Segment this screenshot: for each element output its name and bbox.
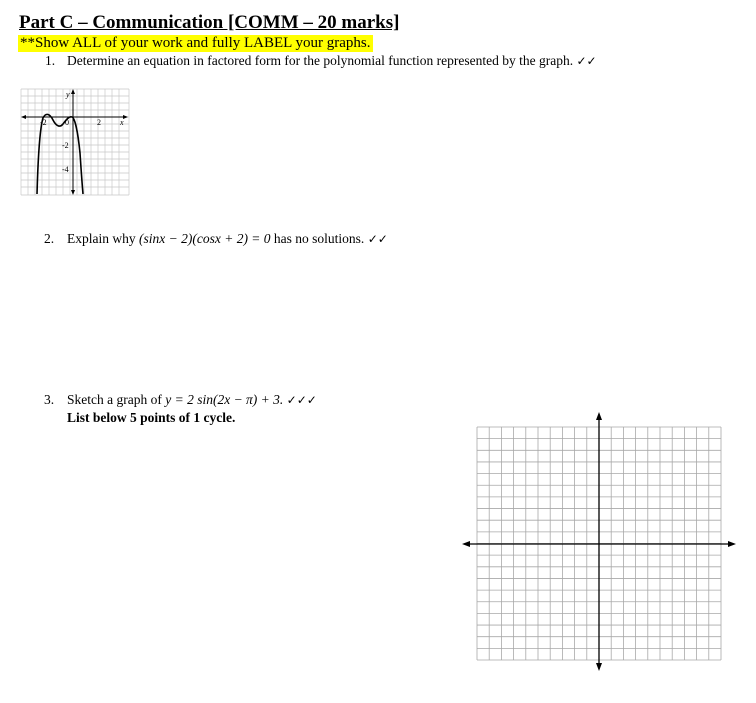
question-1-graph bbox=[20, 88, 130, 196]
graph-tick-label: 2 bbox=[97, 118, 101, 127]
instruction-banner: **Show ALL of your work and fully LABEL your graphs. bbox=[20, 35, 371, 51]
question-3-subtext: List below 5 points of 1 cycle. bbox=[67, 410, 236, 425]
question-1-prompt: Determine an equation in factored form for the polynomial function represented by the graph. bbox=[67, 53, 574, 68]
question-3-text bbox=[67, 392, 317, 408]
question-1-text bbox=[67, 53, 597, 69]
question-3-marks: ✓✓✓ bbox=[286, 393, 317, 407]
question-2-prompt-end: has no solutions. bbox=[270, 231, 365, 246]
question-2-marks: ✓✓ bbox=[367, 232, 388, 246]
question-2-text bbox=[67, 231, 388, 247]
question-3-prompt: Sketch a graph of bbox=[67, 392, 166, 407]
question-3-equation: y = 2 sin(2x − π) + 3. bbox=[165, 392, 284, 407]
question-1-number: 1. bbox=[45, 53, 56, 68]
page-title: Part C – Communication [COMM – 20 marks] bbox=[19, 12, 400, 33]
answer-grid-axes bbox=[462, 412, 736, 671]
question-2-equation: (sinx − 2)(cosx + 2) = 0 bbox=[139, 231, 271, 246]
question-1-marks: ✓✓ bbox=[576, 54, 597, 68]
question-2-prompt-start: Explain why bbox=[67, 231, 139, 246]
graph-y-label: y bbox=[66, 90, 70, 99]
graph-tick-label: 0 bbox=[65, 118, 69, 127]
graph-tick-label: -4 bbox=[62, 165, 69, 174]
question-2-number: 2. bbox=[44, 231, 55, 246]
graph-tick-label: -2 bbox=[62, 141, 69, 150]
question-3-number: 3. bbox=[44, 392, 55, 407]
graph-x-label: x bbox=[120, 118, 124, 127]
graph-tick-label: -2 bbox=[40, 118, 47, 127]
question-3-answer-grid bbox=[460, 410, 738, 672]
